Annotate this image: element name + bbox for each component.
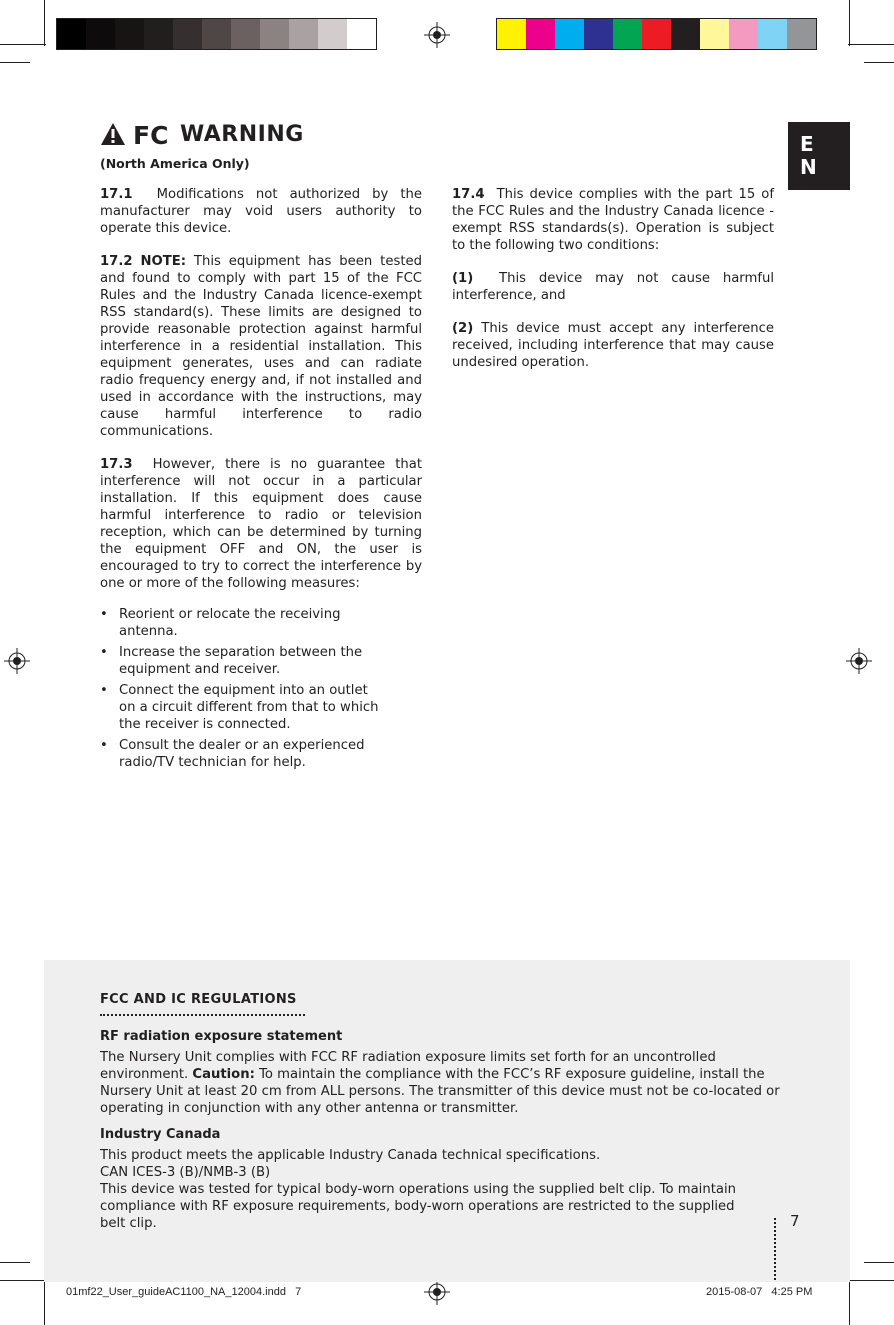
condition-number: (2)	[452, 321, 474, 336]
rf-text: The Nursery Unit complies with FCC RF radiation exposure limits set forth for an uncontrolled environment.	[100, 1050, 716, 1082]
language-tab-letter: E	[800, 132, 814, 156]
registration-mark-icon	[4, 648, 30, 674]
crop-mark	[0, 44, 46, 45]
ic-line: CAN ICES-3 (B)/NMB-3 (B)	[100, 1165, 271, 1180]
color-swatch	[144, 19, 173, 49]
color-swatch	[289, 19, 318, 49]
color-swatch	[231, 19, 260, 49]
language-tab	[788, 122, 850, 190]
crop-mark	[0, 62, 30, 63]
list-item: • Consult the dealer or an experienced radio/TV technician for help.	[100, 737, 380, 771]
section-number: 17.2	[100, 254, 133, 269]
section-number: 17.3	[100, 457, 133, 472]
color-swatch	[173, 19, 202, 49]
section-number: 17.1	[100, 187, 133, 202]
color-swatch	[57, 19, 86, 49]
warning-triangle-icon	[100, 122, 126, 146]
crop-mark	[864, 1262, 894, 1263]
right-column	[452, 186, 774, 387]
color-swatch	[700, 19, 729, 49]
rf-statement	[100, 1049, 780, 1117]
color-swatch	[202, 19, 231, 49]
ic-line: This device was tested for typical body-worn operations using the supplied belt clip. To maintain compliance with RF exposure requirements, body-worn operations are restricted to the supplied belt clip.	[100, 1182, 736, 1231]
color-swatch	[555, 19, 584, 49]
list-item: • Increase the separation between the equipment and receiver.	[100, 644, 380, 678]
fcc-logo-icon	[132, 121, 170, 147]
color-swatch	[584, 19, 613, 49]
condition-2	[452, 320, 774, 371]
registration-mark-icon	[846, 648, 872, 674]
gray-ramp-color-bar	[56, 18, 377, 50]
crop-mark	[849, 1278, 850, 1325]
color-swatch	[613, 19, 642, 49]
paragraph-text: However, there is no guarantee that interference will not occur in a particular installation. If this equipment does cause harmful interference to radio or television reception, which can be determined by turning the equipment OFF and ON, the user is encouraged to try to correct the interference by one or more of the following measures:	[100, 457, 422, 591]
page-number: 7	[790, 1212, 800, 1230]
crop-mark	[864, 62, 894, 63]
color-swatch	[642, 19, 671, 49]
color-swatch	[115, 19, 144, 49]
rf-heading: RF radiation exposure statement	[100, 1029, 343, 1044]
color-swatch	[318, 19, 347, 49]
industry-canada-statement	[100, 1147, 760, 1232]
paragraph-text: This device may not cause harmful interference, and	[452, 271, 774, 303]
regulations-panel	[44, 960, 850, 1282]
caution-label: Caution:	[192, 1067, 255, 1082]
color-swatch	[86, 19, 115, 49]
paragraph-17-3	[100, 456, 422, 592]
warning-title: WARNING	[180, 121, 304, 147]
paragraph-17-2	[100, 253, 422, 440]
crop-mark	[848, 1280, 894, 1281]
color-swatch	[260, 19, 289, 49]
paragraph-text: Modifications not authorized by the manufacturer may void users authority to operate this device.	[100, 187, 422, 236]
crop-mark	[44, 1278, 45, 1325]
fcc-logo-text: FC	[133, 121, 169, 147]
paragraph-17-4	[452, 186, 774, 254]
color-swatch	[526, 19, 555, 49]
crop-mark	[0, 1280, 46, 1281]
crop-mark	[44, 0, 45, 46]
dotted-divider	[100, 1014, 305, 1016]
crop-mark	[849, 0, 850, 46]
industry-canada-heading: Industry Canada	[100, 1127, 221, 1142]
list-item: • Reorient or relocate the receiving antenna.	[100, 606, 380, 640]
note-label: NOTE:	[140, 254, 186, 269]
registration-mark-icon	[424, 1279, 450, 1305]
paragraph-text: This device must accept any interference received, including interference that may cause undesired operation.	[452, 321, 774, 370]
color-swatch	[758, 19, 787, 49]
crop-mark	[0, 1262, 30, 1263]
color-swatch	[497, 19, 526, 49]
section-number: 17.4	[452, 187, 485, 202]
footer-date: 2015-08-07 4:25 PM	[706, 1286, 813, 1298]
paragraph-text: This equipment has been tested and found to comply with part 15 of the FCC Rules and the Industry Canada licence-exempt RSS standard(s). These limits are designed to provide reasonable protection against harmful interference in a residential installation. This equipment generates, uses and can radiate radio frequency energy and, if not installed and used in accordance with the instructions, may cause harmful interference to radio communications.	[100, 254, 422, 439]
crop-mark	[848, 44, 894, 45]
list-item: • Connect the equipment into an outlet on a circuit different from that to which the receiver is connected.	[100, 682, 380, 733]
condition-1	[452, 270, 774, 304]
dotted-divider	[774, 1218, 776, 1280]
ic-line: This product meets the applicable Industry Canada technical specifications.	[100, 1148, 601, 1163]
language-tab-letter: N	[800, 155, 817, 179]
color-swatch	[347, 19, 376, 49]
regulations-title: FCC AND IC REGULATIONS	[100, 992, 297, 1007]
color-swatch	[729, 19, 758, 49]
color-swatch	[787, 19, 816, 49]
process-color-bar	[496, 18, 817, 50]
color-swatch	[671, 19, 700, 49]
warning-heading	[100, 118, 304, 150]
warning-subtitle: (North America Only)	[100, 156, 250, 171]
rf-text: To maintain the compliance with the FCC’s RF exposure guideline, install the Nursery Unit at least 20 cm from ALL persons. The transmitter of this device must not be co-located or operating in conjunction with any other antenna or transmitter.	[100, 1067, 780, 1116]
paragraph-17-1	[100, 186, 422, 237]
registration-mark-icon	[424, 22, 450, 48]
measures-list	[100, 606, 380, 771]
condition-number: (1)	[452, 271, 474, 286]
paragraph-text: This device complies with the part 15 of the FCC Rules and the Industry Canada licence - exempt RSS standards(s). Operation is subject to the following two conditions:	[452, 187, 774, 253]
left-column	[100, 186, 422, 775]
footer-filename: 01mf22_User_guideAC1100_NA_12004.indd 7	[66, 1286, 302, 1298]
